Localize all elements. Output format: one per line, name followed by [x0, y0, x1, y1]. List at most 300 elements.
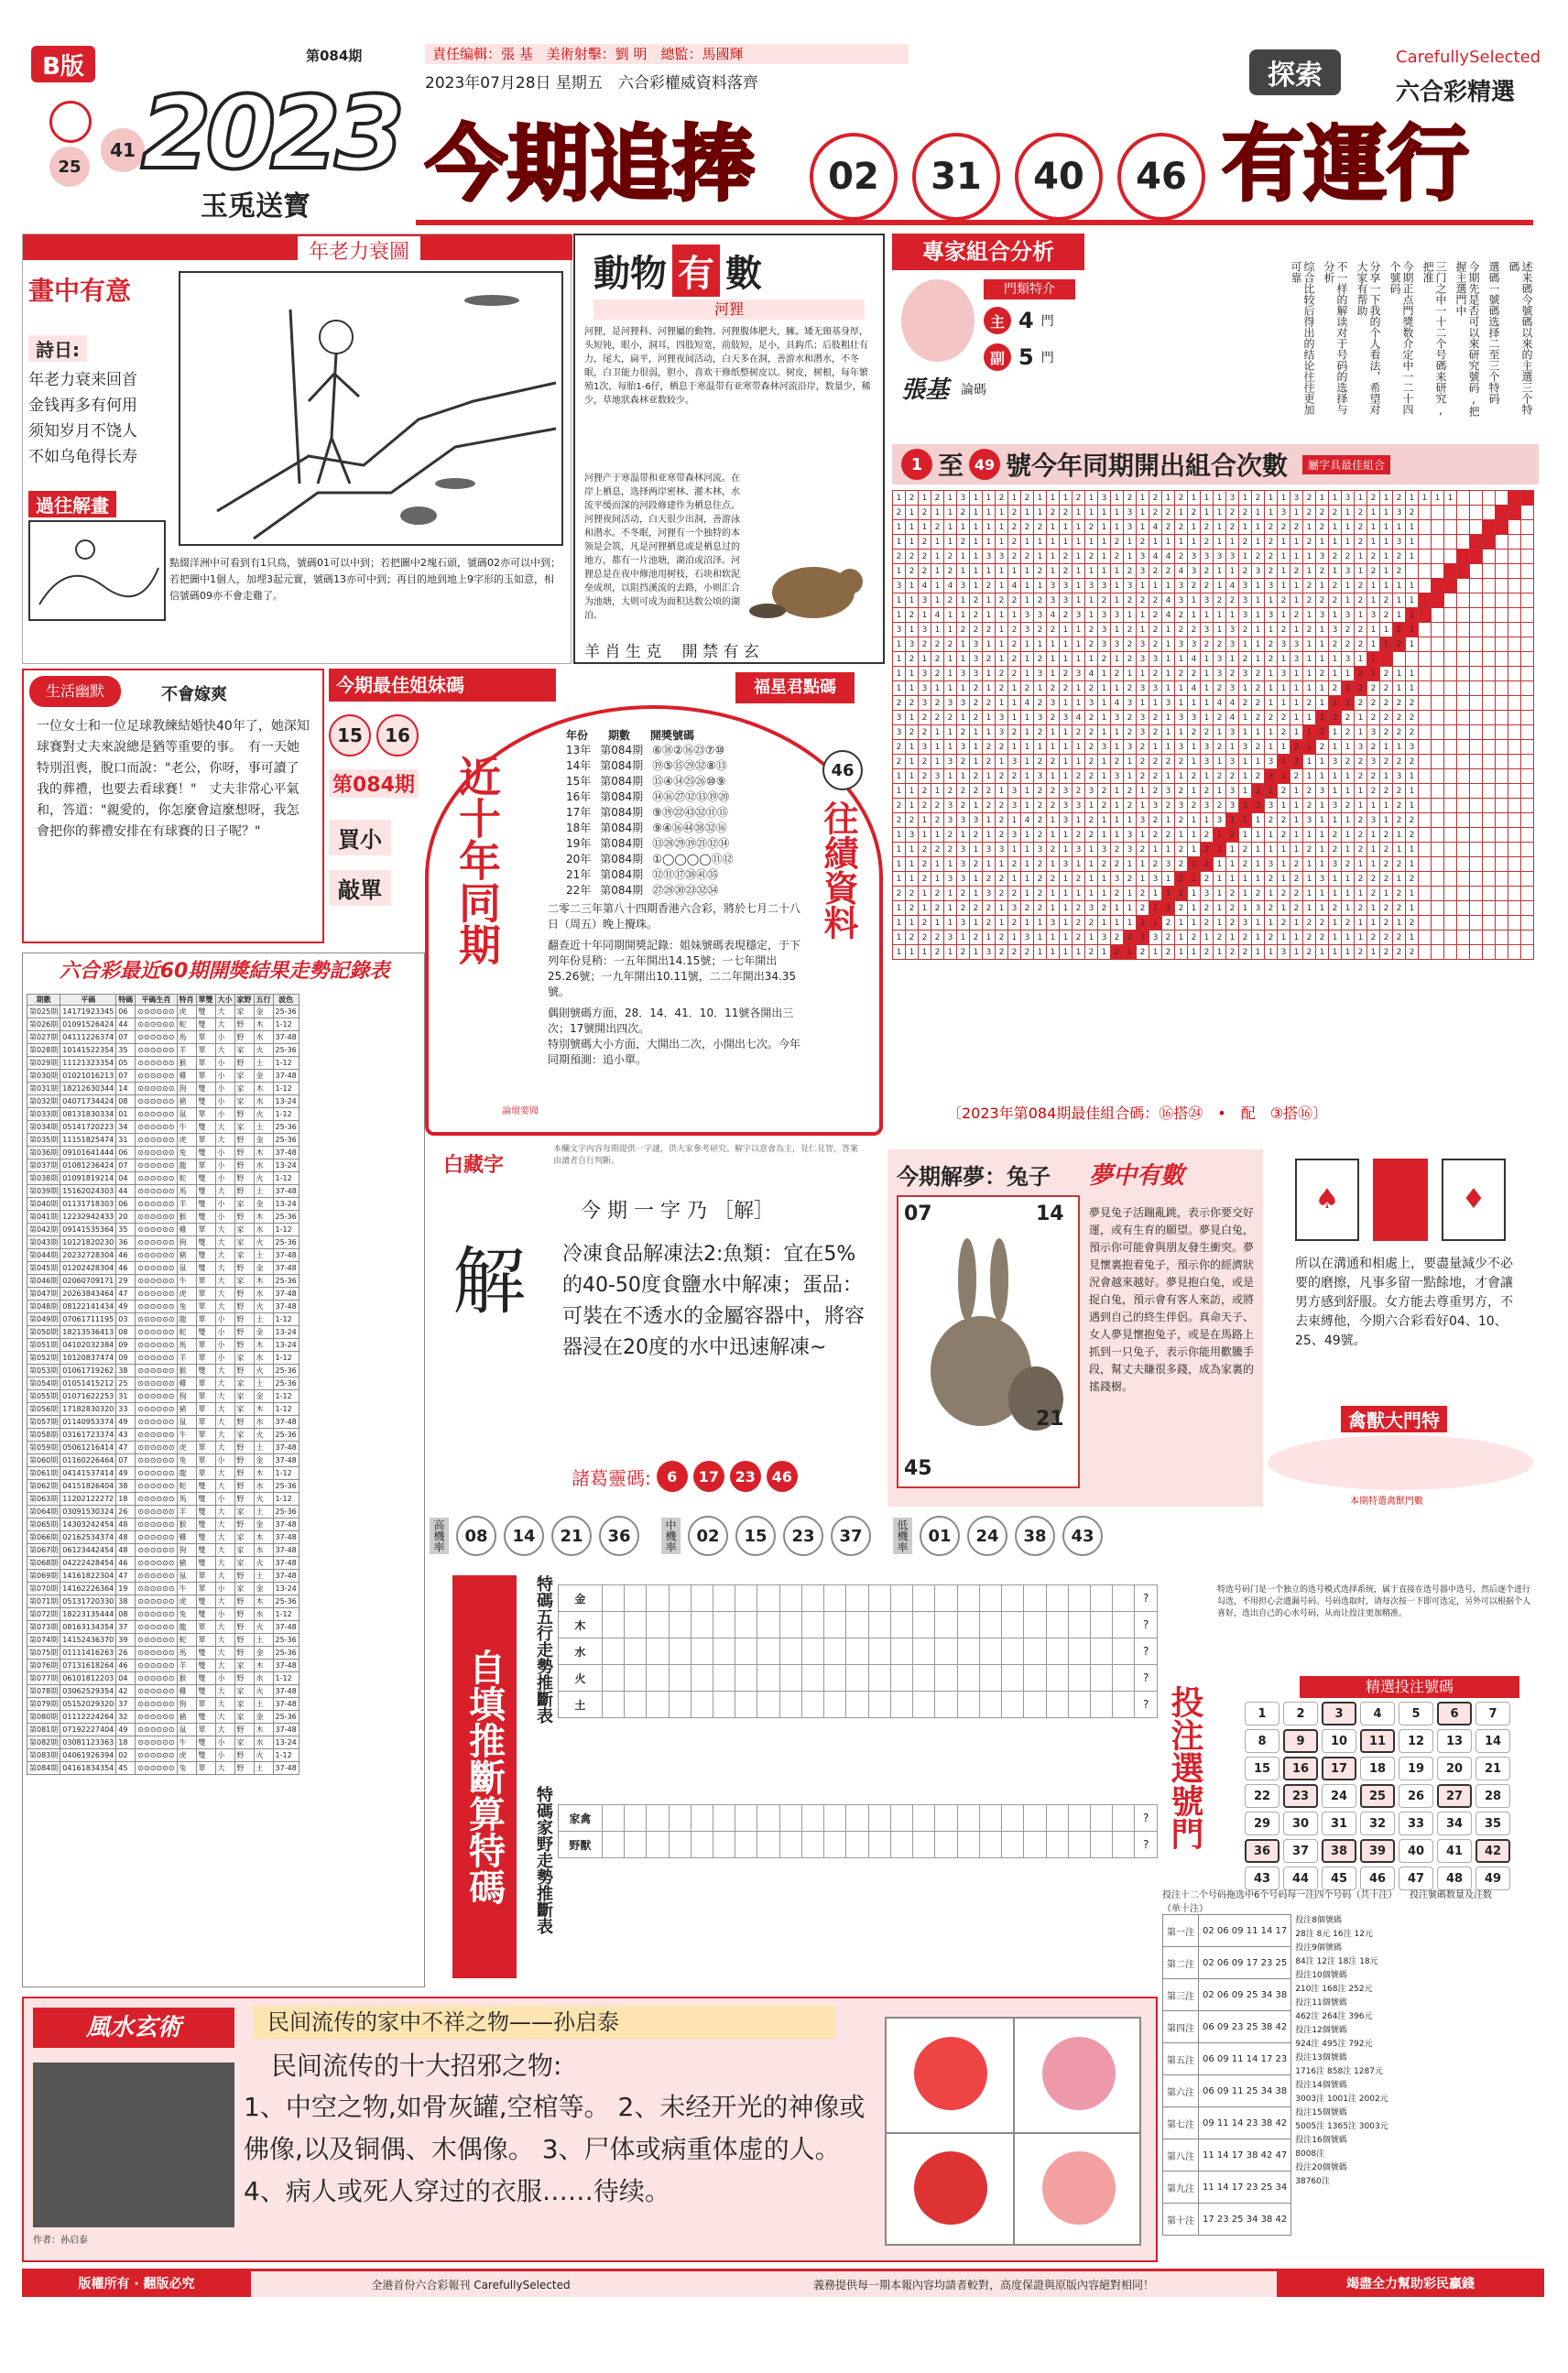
fill-cell[interactable]: [1090, 1832, 1112, 1858]
fill-cell[interactable]: [824, 1585, 846, 1612]
grid-cell: 1: [983, 506, 996, 520]
table-row: [27, 1070, 299, 1083]
wuxing-table[interactable]: [558, 1584, 1158, 1718]
fill-cell[interactable]: [979, 1585, 1001, 1612]
history-cell: 37-48: [273, 1185, 299, 1198]
fill-cell[interactable]: [824, 1612, 846, 1638]
select-number[interactable]: 8: [1245, 1729, 1279, 1753]
grid-cell: 2: [1355, 872, 1367, 887]
select-number[interactable]: 43: [1245, 1867, 1279, 1890]
fill-cell[interactable]: [625, 1585, 647, 1612]
grid-cell: [1470, 769, 1483, 784]
select-count: 210注 168注 252元: [1295, 1985, 1373, 1994]
fill-cell[interactable]: [691, 1638, 713, 1665]
fill-cell[interactable]: [691, 1832, 713, 1858]
select-number[interactable]: 47: [1399, 1867, 1433, 1890]
fill-question[interactable]: ?: [1135, 1638, 1158, 1665]
fill-cell[interactable]: [957, 1832, 979, 1858]
grid-cell: 1: [1188, 696, 1201, 711]
fill-question[interactable]: ?: [1135, 1832, 1158, 1858]
fill-cell[interactable]: [1068, 1692, 1090, 1718]
fill-cell[interactable]: [1046, 1638, 1068, 1665]
fill-cell[interactable]: [979, 1665, 1001, 1692]
grid-cell: [1470, 652, 1483, 667]
grid-cell: 3: [919, 667, 931, 681]
fill-cell[interactable]: [625, 1805, 647, 1832]
fill-cell[interactable]: [1046, 1832, 1068, 1858]
grid-cell: 1: [1162, 637, 1175, 652]
history-cell: 01: [116, 1108, 136, 1121]
grid-cell: 2: [1393, 637, 1406, 652]
select-number[interactable]: 11: [1360, 1729, 1395, 1753]
select-number[interactable]: 7: [1475, 1702, 1510, 1725]
fill-cell[interactable]: [890, 1805, 912, 1832]
fill-cell[interactable]: [779, 1585, 801, 1612]
fill-cell[interactable]: [1068, 1832, 1090, 1858]
fill-cell[interactable]: [824, 1805, 846, 1832]
fill-cell[interactable]: [868, 1638, 890, 1665]
fill-cell[interactable]: [1068, 1805, 1090, 1832]
fill-cell[interactable]: [1024, 1665, 1046, 1692]
history-cell: 10120837474: [60, 1352, 116, 1365]
fill-cell[interactable]: [1068, 1638, 1090, 1665]
fill-cell[interactable]: [801, 1832, 823, 1858]
fill-cell[interactable]: [913, 1612, 935, 1638]
fill-cell[interactable]: [691, 1585, 713, 1612]
fill-cell[interactable]: [1113, 1692, 1135, 1718]
grid-cell: 1: [1303, 711, 1316, 725]
grid-row: [893, 828, 1534, 843]
ten-year-vert-2: 往績資料: [818, 800, 858, 940]
select-number[interactable]: 29: [1245, 1812, 1279, 1835]
select-number[interactable]: 40: [1399, 1839, 1433, 1863]
fill-cell[interactable]: [647, 1692, 669, 1718]
grid-row: [893, 506, 1534, 520]
grid-cell: 2: [1355, 681, 1367, 696]
fill-cell[interactable]: [713, 1665, 735, 1692]
fill-cell[interactable]: [735, 1665, 757, 1692]
fill-cell[interactable]: [625, 1665, 647, 1692]
fill-cell[interactable]: [735, 1612, 757, 1638]
fill-cell[interactable]: [625, 1612, 647, 1638]
fill-cell[interactable]: [913, 1832, 935, 1858]
fill-cell[interactable]: [669, 1665, 691, 1692]
fill-cell[interactable]: [691, 1665, 713, 1692]
fill-cell[interactable]: [801, 1612, 823, 1638]
fill-cell[interactable]: [846, 1805, 868, 1832]
ten-year-cell: ⑭⑯㉗⑫⑬⑲⑳: [652, 790, 730, 803]
grid-cell: 2: [1303, 506, 1316, 520]
fill-cell[interactable]: [1002, 1665, 1024, 1692]
fill-cell[interactable]: [957, 1665, 979, 1692]
select-number[interactable]: 5: [1399, 1702, 1433, 1725]
fill-cell[interactable]: [801, 1692, 823, 1718]
grid-cell: [1470, 945, 1483, 960]
fill-cell[interactable]: [1068, 1612, 1090, 1638]
select-number[interactable]: 41: [1437, 1839, 1472, 1863]
select-number[interactable]: 18: [1360, 1757, 1395, 1780]
fill-cell[interactable]: [1068, 1585, 1090, 1612]
select-number[interactable]: 48: [1437, 1867, 1472, 1890]
fill-cell[interactable]: [979, 1638, 1001, 1665]
history-cell: 野: [234, 1454, 254, 1467]
fill-cell[interactable]: [713, 1638, 735, 1665]
fill-cell[interactable]: [957, 1805, 979, 1832]
grid-cell: 1: [1290, 931, 1303, 945]
fill-cell[interactable]: [890, 1638, 912, 1665]
fill-cell[interactable]: [1090, 1638, 1112, 1665]
select-number[interactable]: 27: [1437, 1784, 1472, 1808]
fill-cell[interactable]: [1002, 1805, 1024, 1832]
grid-cell: [1419, 784, 1432, 799]
fill-cell[interactable]: [647, 1612, 669, 1638]
grid-cell: 3: [919, 593, 931, 608]
fill-cell[interactable]: [1090, 1612, 1112, 1638]
fill-question[interactable]: ?: [1135, 1612, 1158, 1638]
select-number[interactable]: 42: [1475, 1839, 1510, 1863]
fill-cell[interactable]: [1046, 1805, 1068, 1832]
fill-cell[interactable]: [890, 1832, 912, 1858]
select-number[interactable]: 19: [1399, 1757, 1433, 1780]
fill-cell[interactable]: [625, 1692, 647, 1718]
history-cell: 鼠: [177, 1724, 196, 1736]
fill-cell[interactable]: [713, 1585, 735, 1612]
grid-cell: 1: [944, 491, 957, 506]
fill-cell[interactable]: [1002, 1585, 1024, 1612]
fill-cell[interactable]: [713, 1692, 735, 1718]
history-cell: 家: [234, 1506, 254, 1519]
fill-cell[interactable]: [713, 1612, 735, 1638]
fill-cell[interactable]: [779, 1692, 801, 1718]
fill-cell[interactable]: [935, 1805, 957, 1832]
feature-title: 不會嫁爽: [161, 685, 227, 704]
fill-cell[interactable]: [602, 1832, 624, 1858]
select-number[interactable]: 10: [1322, 1729, 1356, 1753]
table-row: [27, 1134, 299, 1147]
select-number[interactable]: 35: [1475, 1812, 1510, 1835]
grid-cell: 1: [1162, 667, 1175, 681]
select-number[interactable]: 23: [1283, 1784, 1318, 1808]
history-cell: 狗: [177, 1390, 196, 1403]
ten-year-row: [566, 743, 734, 758]
select-number[interactable]: 6: [1437, 1702, 1472, 1725]
footer: [22, 2269, 1544, 2297]
history-cell: 單: [196, 1352, 215, 1365]
fill-cell[interactable]: [1024, 1585, 1046, 1612]
fill-cell[interactable]: [1024, 1692, 1046, 1718]
select-number[interactable]: 33: [1399, 1812, 1433, 1835]
fill-cell[interactable]: [735, 1692, 757, 1718]
fill-cell[interactable]: [1113, 1805, 1135, 1832]
fill-cell[interactable]: [735, 1832, 757, 1858]
history-cell: 第026期: [27, 1018, 60, 1031]
fill-cell[interactable]: [1024, 1638, 1046, 1665]
fill-cell[interactable]: [1046, 1612, 1068, 1638]
fill-cell[interactable]: [779, 1665, 801, 1692]
fill-cell[interactable]: [979, 1805, 1001, 1832]
fill-cell[interactable]: [1068, 1665, 1090, 1692]
fill-cell[interactable]: [846, 1612, 868, 1638]
select-number[interactable]: 17: [1322, 1757, 1356, 1780]
fill-question[interactable]: ?: [1135, 1692, 1158, 1718]
fill-cell[interactable]: [735, 1638, 757, 1665]
select-number[interactable]: 45: [1322, 1867, 1356, 1890]
fill-cell[interactable]: [890, 1612, 912, 1638]
grid-cell: [1483, 593, 1496, 608]
fill-cell[interactable]: [913, 1805, 935, 1832]
fill-cell[interactable]: [647, 1638, 669, 1665]
fill-cell[interactable]: [935, 1832, 957, 1858]
select-cell: 第三注: [1163, 1979, 1199, 2011]
select-number[interactable]: 32: [1360, 1812, 1395, 1835]
grid-cell: 3: [1342, 491, 1355, 506]
fill-cell[interactable]: [757, 1638, 779, 1665]
fill-cell[interactable]: [1113, 1665, 1135, 1692]
fill-question[interactable]: ?: [1135, 1585, 1158, 1612]
fill-question[interactable]: ?: [1135, 1665, 1158, 1692]
select-number[interactable]: 9: [1283, 1729, 1318, 1753]
fill-cell[interactable]: [602, 1638, 624, 1665]
grid-cell: 1: [919, 491, 931, 506]
fill-cell[interactable]: [757, 1585, 779, 1612]
grid-cell: 1: [983, 711, 996, 725]
fill-cell[interactable]: [669, 1832, 691, 1858]
select-number[interactable]: 44: [1283, 1867, 1318, 1890]
fill-cell[interactable]: [1046, 1665, 1068, 1692]
fill-question[interactable]: ?: [1135, 1805, 1158, 1832]
select-number[interactable]: 12: [1399, 1729, 1433, 1753]
fill-cell[interactable]: [913, 1665, 935, 1692]
fill-cell[interactable]: [935, 1692, 957, 1718]
fill-cell[interactable]: [1002, 1692, 1024, 1718]
fill-cell[interactable]: [1113, 1832, 1135, 1858]
fill-cell[interactable]: [625, 1638, 647, 1665]
fill-cell[interactable]: [602, 1585, 624, 1612]
history-cell: 02060709171: [60, 1275, 116, 1288]
grid-cell: 1: [1098, 755, 1111, 769]
select-number[interactable]: 38: [1322, 1839, 1356, 1863]
fill-cell[interactable]: [868, 1612, 890, 1638]
fill-cell[interactable]: [757, 1612, 779, 1638]
fill-cell[interactable]: [868, 1692, 890, 1718]
grid-cell: [1508, 608, 1521, 623]
fill-cell[interactable]: [1024, 1612, 1046, 1638]
grid-cell: [1432, 769, 1444, 784]
fill-cell[interactable]: [1090, 1585, 1112, 1612]
select-number[interactable]: 28: [1475, 1784, 1510, 1808]
history-cell: 小: [215, 1672, 234, 1685]
select-number[interactable]: 39: [1360, 1839, 1395, 1863]
fill-cell[interactable]: [824, 1832, 846, 1858]
select-number[interactable]: 49: [1475, 1867, 1510, 1890]
grid-cell: 1: [983, 491, 996, 506]
fill-cell[interactable]: [935, 1665, 957, 1692]
fill-cell[interactable]: [935, 1585, 957, 1612]
fill-cell[interactable]: [669, 1805, 691, 1832]
fill-cell[interactable]: [713, 1832, 735, 1858]
fill-cell[interactable]: [1113, 1585, 1135, 1612]
select-number[interactable]: 4: [1360, 1702, 1395, 1725]
fill-cell[interactable]: [647, 1805, 669, 1832]
fill-cell[interactable]: [913, 1585, 935, 1612]
fill-cell[interactable]: [801, 1638, 823, 1665]
fill-cell[interactable]: [935, 1612, 957, 1638]
fill-cell[interactable]: [868, 1665, 890, 1692]
select-number[interactable]: 14: [1475, 1729, 1510, 1753]
fill-cell[interactable]: [824, 1665, 846, 1692]
grid-cell: 2: [1201, 901, 1214, 916]
fill-cell[interactable]: [913, 1692, 935, 1718]
fill-cell[interactable]: [779, 1805, 801, 1832]
select-number[interactable]: 21: [1475, 1757, 1510, 1780]
fill-cell[interactable]: [669, 1612, 691, 1638]
fill-cell[interactable]: [801, 1665, 823, 1692]
fill-cell[interactable]: [757, 1805, 779, 1832]
fill-cell[interactable]: [846, 1832, 868, 1858]
grid-cell: [1521, 799, 1534, 813]
grid-cell: 2: [1239, 535, 1252, 550]
fill-cell[interactable]: [1046, 1585, 1068, 1612]
fill-cell[interactable]: [669, 1692, 691, 1718]
select-number[interactable]: 37: [1283, 1839, 1318, 1863]
fill-cell[interactable]: [890, 1585, 912, 1612]
history-cell: 37-48: [273, 1416, 299, 1429]
grid-cell: 1: [1137, 491, 1149, 506]
fill-cell[interactable]: [846, 1638, 868, 1665]
grid-cell: [1521, 813, 1534, 828]
history-cell: 雙: [196, 1480, 215, 1493]
fill-cell[interactable]: [1090, 1692, 1112, 1718]
fill-cell[interactable]: [868, 1832, 890, 1858]
history-cell: 18213536413: [60, 1326, 116, 1339]
fill-cell[interactable]: [625, 1832, 647, 1858]
fill-cell[interactable]: [979, 1612, 1001, 1638]
fill-cell[interactable]: [757, 1832, 779, 1858]
grid-cell: [1521, 755, 1534, 769]
fill-cell[interactable]: [669, 1585, 691, 1612]
fill-cell[interactable]: [957, 1585, 979, 1612]
fill-cell[interactable]: [1113, 1638, 1135, 1665]
select-number[interactable]: 1: [1245, 1702, 1279, 1725]
select-number[interactable]: 15: [1245, 1757, 1279, 1780]
select-number[interactable]: 31: [1322, 1812, 1356, 1835]
select-number[interactable]: 46: [1360, 1867, 1395, 1890]
fill-cell[interactable]: [913, 1638, 935, 1665]
select-number[interactable]: 34: [1437, 1812, 1472, 1835]
fill-cell[interactable]: [1090, 1805, 1112, 1832]
fill-cell[interactable]: [957, 1638, 979, 1665]
fill-cell[interactable]: [1002, 1638, 1024, 1665]
fill-cell[interactable]: [846, 1692, 868, 1718]
fill-cell[interactable]: [1046, 1692, 1068, 1718]
fill-cell[interactable]: [691, 1805, 713, 1832]
fill-cell[interactable]: [824, 1692, 846, 1718]
history-cell: ⊙⊙⊙⊙⊙⊙: [136, 1288, 177, 1301]
grid-cell: 1: [944, 916, 957, 931]
fill-cell[interactable]: [846, 1665, 868, 1692]
fill-cell[interactable]: [868, 1805, 890, 1832]
fill-cell[interactable]: [1024, 1805, 1046, 1832]
fill-cell[interactable]: [735, 1585, 757, 1612]
select-number[interactable]: 24: [1322, 1784, 1356, 1808]
fill-cell[interactable]: [602, 1805, 624, 1832]
fill-cell[interactable]: [868, 1585, 890, 1612]
fill-cell[interactable]: [979, 1692, 1001, 1718]
fill-cell[interactable]: [602, 1692, 624, 1718]
fill-cell[interactable]: [801, 1805, 823, 1832]
grid-cell: 1: [1329, 667, 1342, 681]
select-number[interactable]: 26: [1399, 1784, 1433, 1808]
fill-cell[interactable]: [779, 1832, 801, 1858]
select-number[interactable]: 22: [1245, 1784, 1279, 1808]
fill-cell[interactable]: [1090, 1665, 1112, 1692]
fill-cell[interactable]: [935, 1638, 957, 1665]
fill-cell[interactable]: [647, 1665, 669, 1692]
history-cell: 20232728304: [60, 1249, 116, 1262]
fill-cell[interactable]: [647, 1832, 669, 1858]
fill-cell[interactable]: [669, 1638, 691, 1665]
jiaye-table[interactable]: [558, 1804, 1158, 1858]
fill-cell[interactable]: [957, 1612, 979, 1638]
fill-cell[interactable]: [779, 1612, 801, 1638]
fill-cell[interactable]: [1002, 1612, 1024, 1638]
table-row: [27, 1736, 299, 1749]
select-count: 投注13個號碼: [1295, 2053, 1347, 2063]
select-number[interactable]: 25: [1360, 1784, 1395, 1808]
fill-cell[interactable]: [602, 1612, 624, 1638]
fill-cell[interactable]: [735, 1805, 757, 1832]
rate-mid-2: 15: [735, 1516, 776, 1556]
fill-cell[interactable]: [1113, 1612, 1135, 1638]
fill-cell[interactable]: [824, 1638, 846, 1665]
select-number[interactable]: 30: [1283, 1812, 1318, 1835]
fill-cell[interactable]: [713, 1805, 735, 1832]
fill-cell[interactable]: [602, 1665, 624, 1692]
fill-cell[interactable]: [1024, 1832, 1046, 1858]
history-cell: 1-12: [273, 1018, 299, 1031]
fill-cell[interactable]: [890, 1665, 912, 1692]
fill-cell[interactable]: [691, 1612, 713, 1638]
fill-cell[interactable]: [957, 1692, 979, 1718]
fill-cell[interactable]: [979, 1832, 1001, 1858]
select-number[interactable]: 3: [1322, 1702, 1356, 1725]
fill-cell[interactable]: [779, 1638, 801, 1665]
fill-cell[interactable]: [801, 1585, 823, 1612]
select-number[interactable]: 2: [1283, 1702, 1318, 1725]
select-number[interactable]: 36: [1245, 1839, 1279, 1863]
select-number[interactable]: 13: [1437, 1729, 1472, 1753]
fill-cell[interactable]: [691, 1692, 713, 1718]
grid-cell: 2: [1342, 857, 1355, 872]
grid-cell: 1: [1265, 945, 1278, 960]
select-number[interactable]: 20: [1437, 1757, 1472, 1780]
poem-line-3: 须知岁月不饶人: [28, 422, 137, 441]
grid-cell: 1: [1393, 593, 1406, 608]
fill-cell[interactable]: [846, 1585, 868, 1612]
grid-cell: 1: [906, 755, 919, 769]
history-cell: 37-48: [273, 1288, 299, 1301]
fill-cell[interactable]: [647, 1585, 669, 1612]
fill-cell[interactable]: [757, 1665, 779, 1692]
grid-cell: 3: [996, 843, 1008, 857]
grid-cell: 1: [1278, 696, 1290, 711]
fengshui-section: [22, 1997, 1158, 2262]
grid-cell: 1: [906, 506, 919, 520]
fill-cell[interactable]: [890, 1692, 912, 1718]
select-number[interactable]: 16: [1283, 1757, 1318, 1780]
fill-cell[interactable]: [757, 1692, 779, 1718]
fill-cell[interactable]: [1002, 1832, 1024, 1858]
